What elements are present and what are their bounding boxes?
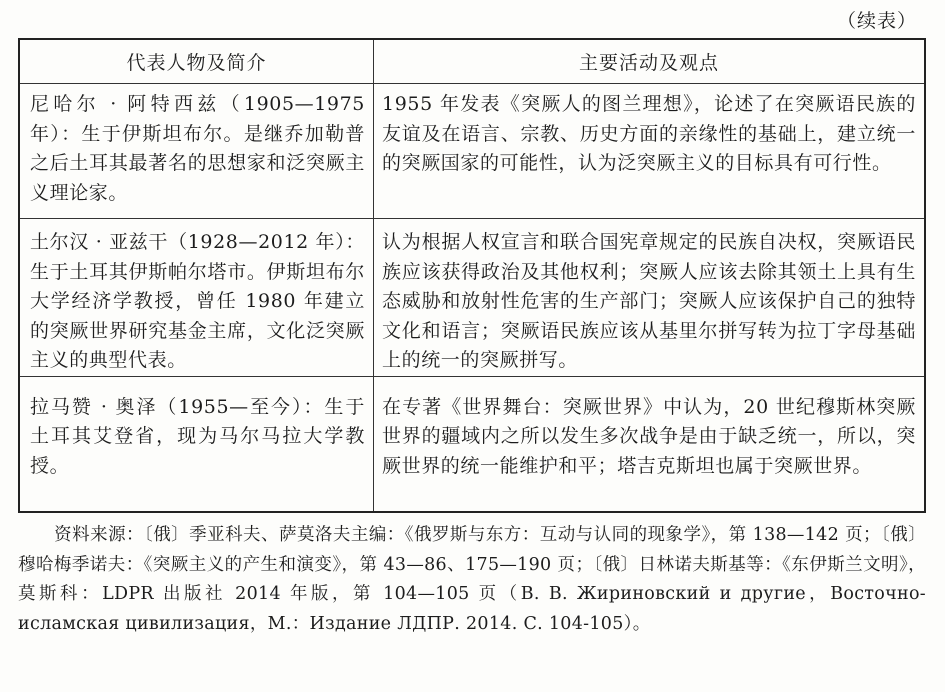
header-person: 代表人物及简介 — [20, 40, 374, 84]
person-description: 拉马赞 · 奥泽（1955—至今）：生于土耳其艾登省，现为马尔马拉大学教授。 — [30, 395, 365, 477]
person-description: 尼哈尔 · 阿特西兹（1905—1975年）：生于伊斯坦布尔。是继乔加勒普之后土耳其最著名的思想家和泛突厥主义理论家。 — [30, 93, 365, 204]
activity-description: 1955 年发表《突厥人的图兰理想》，论述了在突厥语民族的友谊及在语言、宗教、历史方面的亲缘性的基础上，建立统一的突厥国家的可能性，认为泛突厥主义的目标具有可行性。 — [382, 93, 916, 174]
activity-cell — [374, 219, 925, 377]
continued-table-label: （续表） — [836, 10, 917, 32]
activity-cell — [374, 376, 925, 511]
activity-description: 认为根据人权宣言和联合国宪章规定的民族自决权，突厥语民族应该获得政治及其他权利；突厥人应该去除其领土上具有生态威胁和放射性危害的生产部门；突厥人应该保护自己的独特文化和语言；突厥语民族应该从基里尔拼写转为拉丁字母基础上的统一的突厥拼写。 — [382, 231, 916, 371]
source-note — [18, 521, 926, 639]
person-cell — [20, 219, 374, 377]
person-cell — [20, 84, 374, 219]
person-description: 土尔汉 · 亚兹干（1928—2012 年）：生于土耳其伊斯帕尔塔市。伊斯坦布尔大学经济学教授，曾任 1980 年建立的突厥世界研究基金主席，文化泛突厥主义的典型代表。 — [30, 231, 365, 371]
activity-description: 在专著《世界舞台：突厥世界》中认为，20 世纪穆斯林突厥世界的疆域内之所以发生多次战争是由于缺乏统一，所以，突厥世界的统一能维护和平；塔吉克斯坦也属于突厥世界。 — [382, 395, 916, 477]
person-cell — [20, 376, 374, 511]
table-row — [20, 219, 924, 377]
table-row — [20, 376, 924, 511]
representatives-table — [18, 38, 926, 513]
source-note-text: 资料来源：〔俄〕季亚科夫、萨莫洛夫主编：《俄罗斯与东方：互动与认同的现象学》，第 138—142 页；〔俄〕穆哈梅季诺夫：《突厥主义的产生和演变》，第 43—86、175—190 页；〔俄〕日林诺夫斯基等：《东伊斯兰文明》，莫斯科：LDPR 出版社 2014 年版，第 104—105 页（В. В. Жириновский и другие，Восточно-исламская цивилизация，М.：Издание ЛДПР. 2014. С. 104-105）。 — [18, 525, 926, 634]
header-activity: 主要活动及观点 — [374, 40, 925, 84]
activity-cell — [374, 84, 925, 219]
table-row — [20, 84, 924, 219]
table-header-row — [20, 40, 924, 84]
